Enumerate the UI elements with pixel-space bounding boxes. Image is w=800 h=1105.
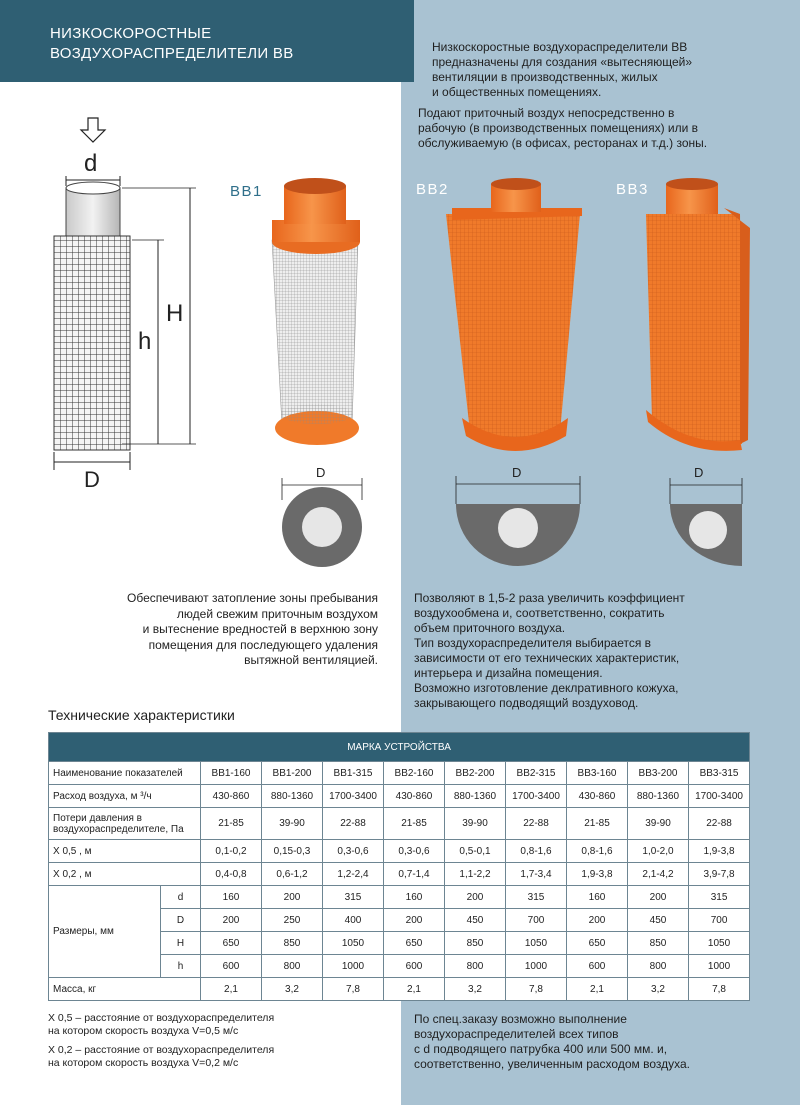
value-cell: 800 bbox=[262, 955, 323, 978]
value-cell: 160 bbox=[201, 886, 262, 909]
bb2-mesh bbox=[446, 214, 580, 444]
value-cell: 3,2 bbox=[262, 978, 323, 1001]
intro-p1-line: предназначены для создания «вытесняющей» bbox=[432, 55, 693, 69]
value-cell: 430-860 bbox=[201, 785, 262, 808]
value-cell: 21-85 bbox=[384, 808, 445, 840]
note-line: Х 0,5 – расстояние от воздухораспределителя bbox=[48, 1012, 275, 1024]
right-line: Позволяют в 1,5-2 раза увеличить коэффициент bbox=[414, 591, 685, 605]
value-cell: 3,2 bbox=[445, 978, 506, 1001]
value-cell: 22-88 bbox=[689, 808, 750, 840]
bb1-mesh bbox=[272, 240, 358, 425]
value-cell: 1,7-3,4 bbox=[506, 863, 567, 886]
value-cell: 39-90 bbox=[262, 808, 323, 840]
left-line: вытяжной вентиляцией. bbox=[244, 653, 378, 667]
left-line: и вытеснение вредностей в верхнюю зону bbox=[142, 622, 378, 636]
size-name-cell: h bbox=[161, 955, 201, 978]
value-cell: 2,1 bbox=[201, 978, 262, 1001]
value-cell: 0,6-1,2 bbox=[262, 863, 323, 886]
value-cell: 315 bbox=[323, 886, 384, 909]
value-cell: 1,2-2,4 bbox=[323, 863, 384, 886]
left-line: людей свежим приточным воздухом bbox=[176, 606, 378, 621]
table-row bbox=[49, 840, 750, 863]
inlet-pipe-top bbox=[66, 182, 120, 194]
model-header-cell: ВВ1-160 bbox=[201, 762, 262, 785]
value-cell: 0,15-0,3 bbox=[262, 840, 323, 863]
value-cell: 2,1 bbox=[567, 978, 628, 1001]
label-D: D bbox=[84, 467, 100, 492]
model-header-cell: ВВ2-200 bbox=[445, 762, 506, 785]
value-cell: 39-90 bbox=[628, 808, 689, 840]
value-cell: 160 bbox=[567, 886, 628, 909]
value-cell: 850 bbox=[445, 932, 506, 955]
bb2-section bbox=[456, 476, 580, 566]
value-cell: 600 bbox=[201, 955, 262, 978]
intro-p2-line: обслуживаемую (в офисах, ресторанах и т.д.) зоны. bbox=[418, 136, 708, 150]
table-header: МАРКА УСТРОЙСТВА bbox=[49, 733, 750, 762]
left-line: Обеспечивают затопление зоны пребывания bbox=[127, 591, 378, 605]
label-d: d bbox=[84, 150, 98, 177]
value-cell: 21-85 bbox=[567, 808, 628, 840]
right-description bbox=[414, 591, 685, 711]
model-header-cell: ВВ1-315 bbox=[323, 762, 384, 785]
label-H: H bbox=[166, 300, 184, 327]
row-label: Х 0,5 , м bbox=[49, 840, 201, 863]
value-cell: 650 bbox=[201, 932, 262, 955]
left-line: помещения для последующего удаления bbox=[148, 637, 378, 652]
row-label: Масса, кг bbox=[49, 978, 201, 1001]
value-cell: 850 bbox=[262, 932, 323, 955]
table-row bbox=[49, 808, 750, 840]
bb3-inlet-top bbox=[666, 178, 718, 190]
value-cell: 700 bbox=[506, 909, 567, 932]
note-line: Х 0,2 – расстояние от воздухораспределителя bbox=[48, 1044, 275, 1056]
size-name-cell: d bbox=[161, 886, 201, 909]
title-line-2: ВОЗДУХОРАСПРЕДЕЛИТЕЛИ ВВ bbox=[50, 45, 294, 62]
table-title: Технические характеристики bbox=[48, 707, 235, 723]
row-label: Размеры, мм bbox=[49, 886, 161, 978]
value-cell: 1050 bbox=[323, 932, 384, 955]
value-cell: 200 bbox=[445, 886, 506, 909]
bb3-section-inner bbox=[689, 511, 727, 549]
value-cell: 600 bbox=[384, 955, 445, 978]
table-row bbox=[49, 785, 750, 808]
special-order-line: соответственно, увеличенным расходом воздуха. bbox=[414, 1057, 690, 1071]
value-cell: 880-1360 bbox=[445, 785, 506, 808]
value-cell: 450 bbox=[445, 909, 506, 932]
value-cell: 22-88 bbox=[506, 808, 567, 840]
value-cell: 1000 bbox=[689, 955, 750, 978]
right-line: зависимости от его технических характеристик, bbox=[414, 651, 680, 665]
model-label-bb3: ВВ3 bbox=[616, 181, 649, 198]
bb3-illustration bbox=[646, 178, 750, 451]
intro-p1-line: Низкоскоростные воздухораспределители ВВ bbox=[432, 40, 688, 54]
value-cell: 1000 bbox=[323, 955, 384, 978]
value-cell: 1700-3400 bbox=[506, 785, 567, 808]
value-cell: 1700-3400 bbox=[323, 785, 384, 808]
table-row bbox=[49, 978, 750, 1001]
model-label-bb1: ВВ1 bbox=[230, 183, 263, 200]
value-cell: 250 bbox=[262, 909, 323, 932]
model-header-cell: ВВ3-160 bbox=[567, 762, 628, 785]
model-header-cell: ВВ2-315 bbox=[506, 762, 567, 785]
value-cell: 650 bbox=[384, 932, 445, 955]
intro-p2-line: рабочую (в производственных помещениях) или в bbox=[418, 121, 699, 135]
value-cell: 0,4-0,8 bbox=[201, 863, 262, 886]
table-row bbox=[49, 863, 750, 886]
value-cell: 1,9-3,8 bbox=[689, 840, 750, 863]
right-line: объем приточного воздуха. bbox=[414, 621, 566, 635]
model-header-cell: ВВ3-200 bbox=[628, 762, 689, 785]
bb2-section-inner bbox=[498, 508, 538, 548]
value-cell: 450 bbox=[628, 909, 689, 932]
bb1-inlet-top bbox=[284, 178, 346, 194]
row-label: Потери давления в воздухораспределителе, Па bbox=[49, 808, 201, 840]
value-cell: 0,8-1,6 bbox=[506, 840, 567, 863]
bb2-section-label: D bbox=[512, 465, 522, 480]
intro-p1-line: вентиляции в производственных, жилых bbox=[432, 70, 658, 84]
value-cell: 39-90 bbox=[445, 808, 506, 840]
value-cell: 800 bbox=[445, 955, 506, 978]
row-label: Наименование показателей bbox=[49, 762, 201, 785]
value-cell: 1,9-3,8 bbox=[567, 863, 628, 886]
value-cell: 880-1360 bbox=[628, 785, 689, 808]
right-line: Возможно изготовление деклративного кожуха, bbox=[414, 681, 679, 695]
size-name-cell: H bbox=[161, 932, 201, 955]
right-line: Тип воздухораспределителя выбирается в bbox=[414, 636, 652, 650]
value-cell: 3,9-7,8 bbox=[689, 863, 750, 886]
value-cell: 200 bbox=[628, 886, 689, 909]
value-cell: 1050 bbox=[506, 932, 567, 955]
bb1-section-inner bbox=[302, 507, 342, 547]
right-line: воздухообмена и, соответственно, сократить bbox=[414, 606, 665, 620]
inlet-pipe bbox=[66, 188, 120, 238]
value-cell: 22-88 bbox=[323, 808, 384, 840]
model-header-cell: ВВ3-315 bbox=[689, 762, 750, 785]
note-line: на котором скорость воздуха V=0,5 м/с bbox=[48, 1025, 239, 1037]
value-cell: 850 bbox=[628, 932, 689, 955]
intro-p1-line: и общественных помещениях. bbox=[432, 85, 602, 99]
value-cell: 1700-3400 bbox=[689, 785, 750, 808]
technical-drawing bbox=[54, 118, 196, 492]
right-line: интерьера и дизайна помещения. bbox=[414, 666, 603, 680]
bb1-illustration bbox=[272, 178, 360, 445]
air-inlet-arrow-icon bbox=[81, 118, 105, 142]
value-cell: 1000 bbox=[506, 955, 567, 978]
table-row bbox=[49, 762, 750, 785]
size-name-cell: D bbox=[161, 909, 201, 932]
special-order-line: с d подводящего патрубка 400 или 500 мм. и, bbox=[414, 1042, 668, 1056]
value-cell: 200 bbox=[384, 909, 445, 932]
value-cell: 7,8 bbox=[323, 978, 384, 1001]
value-cell: 650 bbox=[567, 932, 628, 955]
value-cell: 0,5-0,1 bbox=[445, 840, 506, 863]
value-cell: 800 bbox=[628, 955, 689, 978]
value-cell: 880-1360 bbox=[262, 785, 323, 808]
value-cell: 200 bbox=[567, 909, 628, 932]
value-cell: 0,3-0,6 bbox=[323, 840, 384, 863]
intro-p2-line: Подают приточный воздух непосредственно в bbox=[418, 106, 675, 120]
value-cell: 2,1-4,2 bbox=[628, 863, 689, 886]
bb3-section-label: D bbox=[694, 465, 704, 480]
value-cell: 2,1 bbox=[384, 978, 445, 1001]
table-row bbox=[49, 886, 750, 909]
value-cell: 7,8 bbox=[689, 978, 750, 1001]
value-cell: 200 bbox=[262, 886, 323, 909]
special-order-line: воздухораспределителей всех типов bbox=[414, 1027, 619, 1041]
value-cell: 315 bbox=[689, 886, 750, 909]
bb3-section bbox=[670, 478, 742, 566]
value-cell: 160 bbox=[384, 886, 445, 909]
label-h: h bbox=[138, 328, 152, 355]
bb1-mesh-bottom bbox=[281, 404, 353, 424]
value-cell: 7,8 bbox=[506, 978, 567, 1001]
value-cell: 315 bbox=[506, 886, 567, 909]
value-cell: 430-860 bbox=[384, 785, 445, 808]
value-cell: 430-860 bbox=[567, 785, 628, 808]
bb2-inlet-top bbox=[491, 178, 541, 190]
value-cell: 21-85 bbox=[201, 808, 262, 840]
specs-table-body bbox=[49, 733, 750, 1001]
value-cell: 0,1-0,2 bbox=[201, 840, 262, 863]
value-cell: 400 bbox=[323, 909, 384, 932]
value-cell: 200 bbox=[201, 909, 262, 932]
value-cell: 0,8-1,6 bbox=[567, 840, 628, 863]
value-cell: 700 bbox=[689, 909, 750, 932]
special-order-note bbox=[414, 1012, 690, 1072]
diffuser-mesh-body bbox=[54, 236, 130, 450]
model-label-bb2: ВВ2 bbox=[416, 181, 449, 198]
notes bbox=[48, 1012, 274, 1076]
value-cell: 1,0-2,0 bbox=[628, 840, 689, 863]
value-cell: 0,3-0,6 bbox=[384, 840, 445, 863]
value-cell: 1,1-2,2 bbox=[445, 863, 506, 886]
bb1-section bbox=[282, 478, 362, 567]
model-header-cell: ВВ2-160 bbox=[384, 762, 445, 785]
row-label: Расход воздуха, м ³/ч bbox=[49, 785, 201, 808]
bb3-mesh bbox=[646, 214, 742, 445]
model-header-cell: ВВ1-200 bbox=[262, 762, 323, 785]
note-x05 bbox=[48, 1012, 274, 1038]
value-cell: 1050 bbox=[689, 932, 750, 955]
value-cell: 0,7-1,4 bbox=[384, 863, 445, 886]
specs-table bbox=[48, 732, 750, 1001]
table-row bbox=[49, 733, 750, 762]
row-label: Х 0,2 , м bbox=[49, 863, 201, 886]
left-description bbox=[60, 591, 378, 669]
special-order-line: По спец.заказу возможно выполнение bbox=[414, 1012, 627, 1026]
bb2-illustration bbox=[446, 178, 582, 451]
right-line: закрывающего подводящий воздуховод. bbox=[414, 696, 639, 710]
note-x02 bbox=[48, 1044, 274, 1070]
bb1-section-label: D bbox=[316, 465, 326, 480]
value-cell: 3,2 bbox=[628, 978, 689, 1001]
value-cell: 600 bbox=[567, 955, 628, 978]
title-line-1: НИЗКОСКОРОСТНЫЕ bbox=[50, 25, 212, 42]
note-line: на котором скорость воздуха V=0,2 м/с bbox=[48, 1057, 239, 1069]
